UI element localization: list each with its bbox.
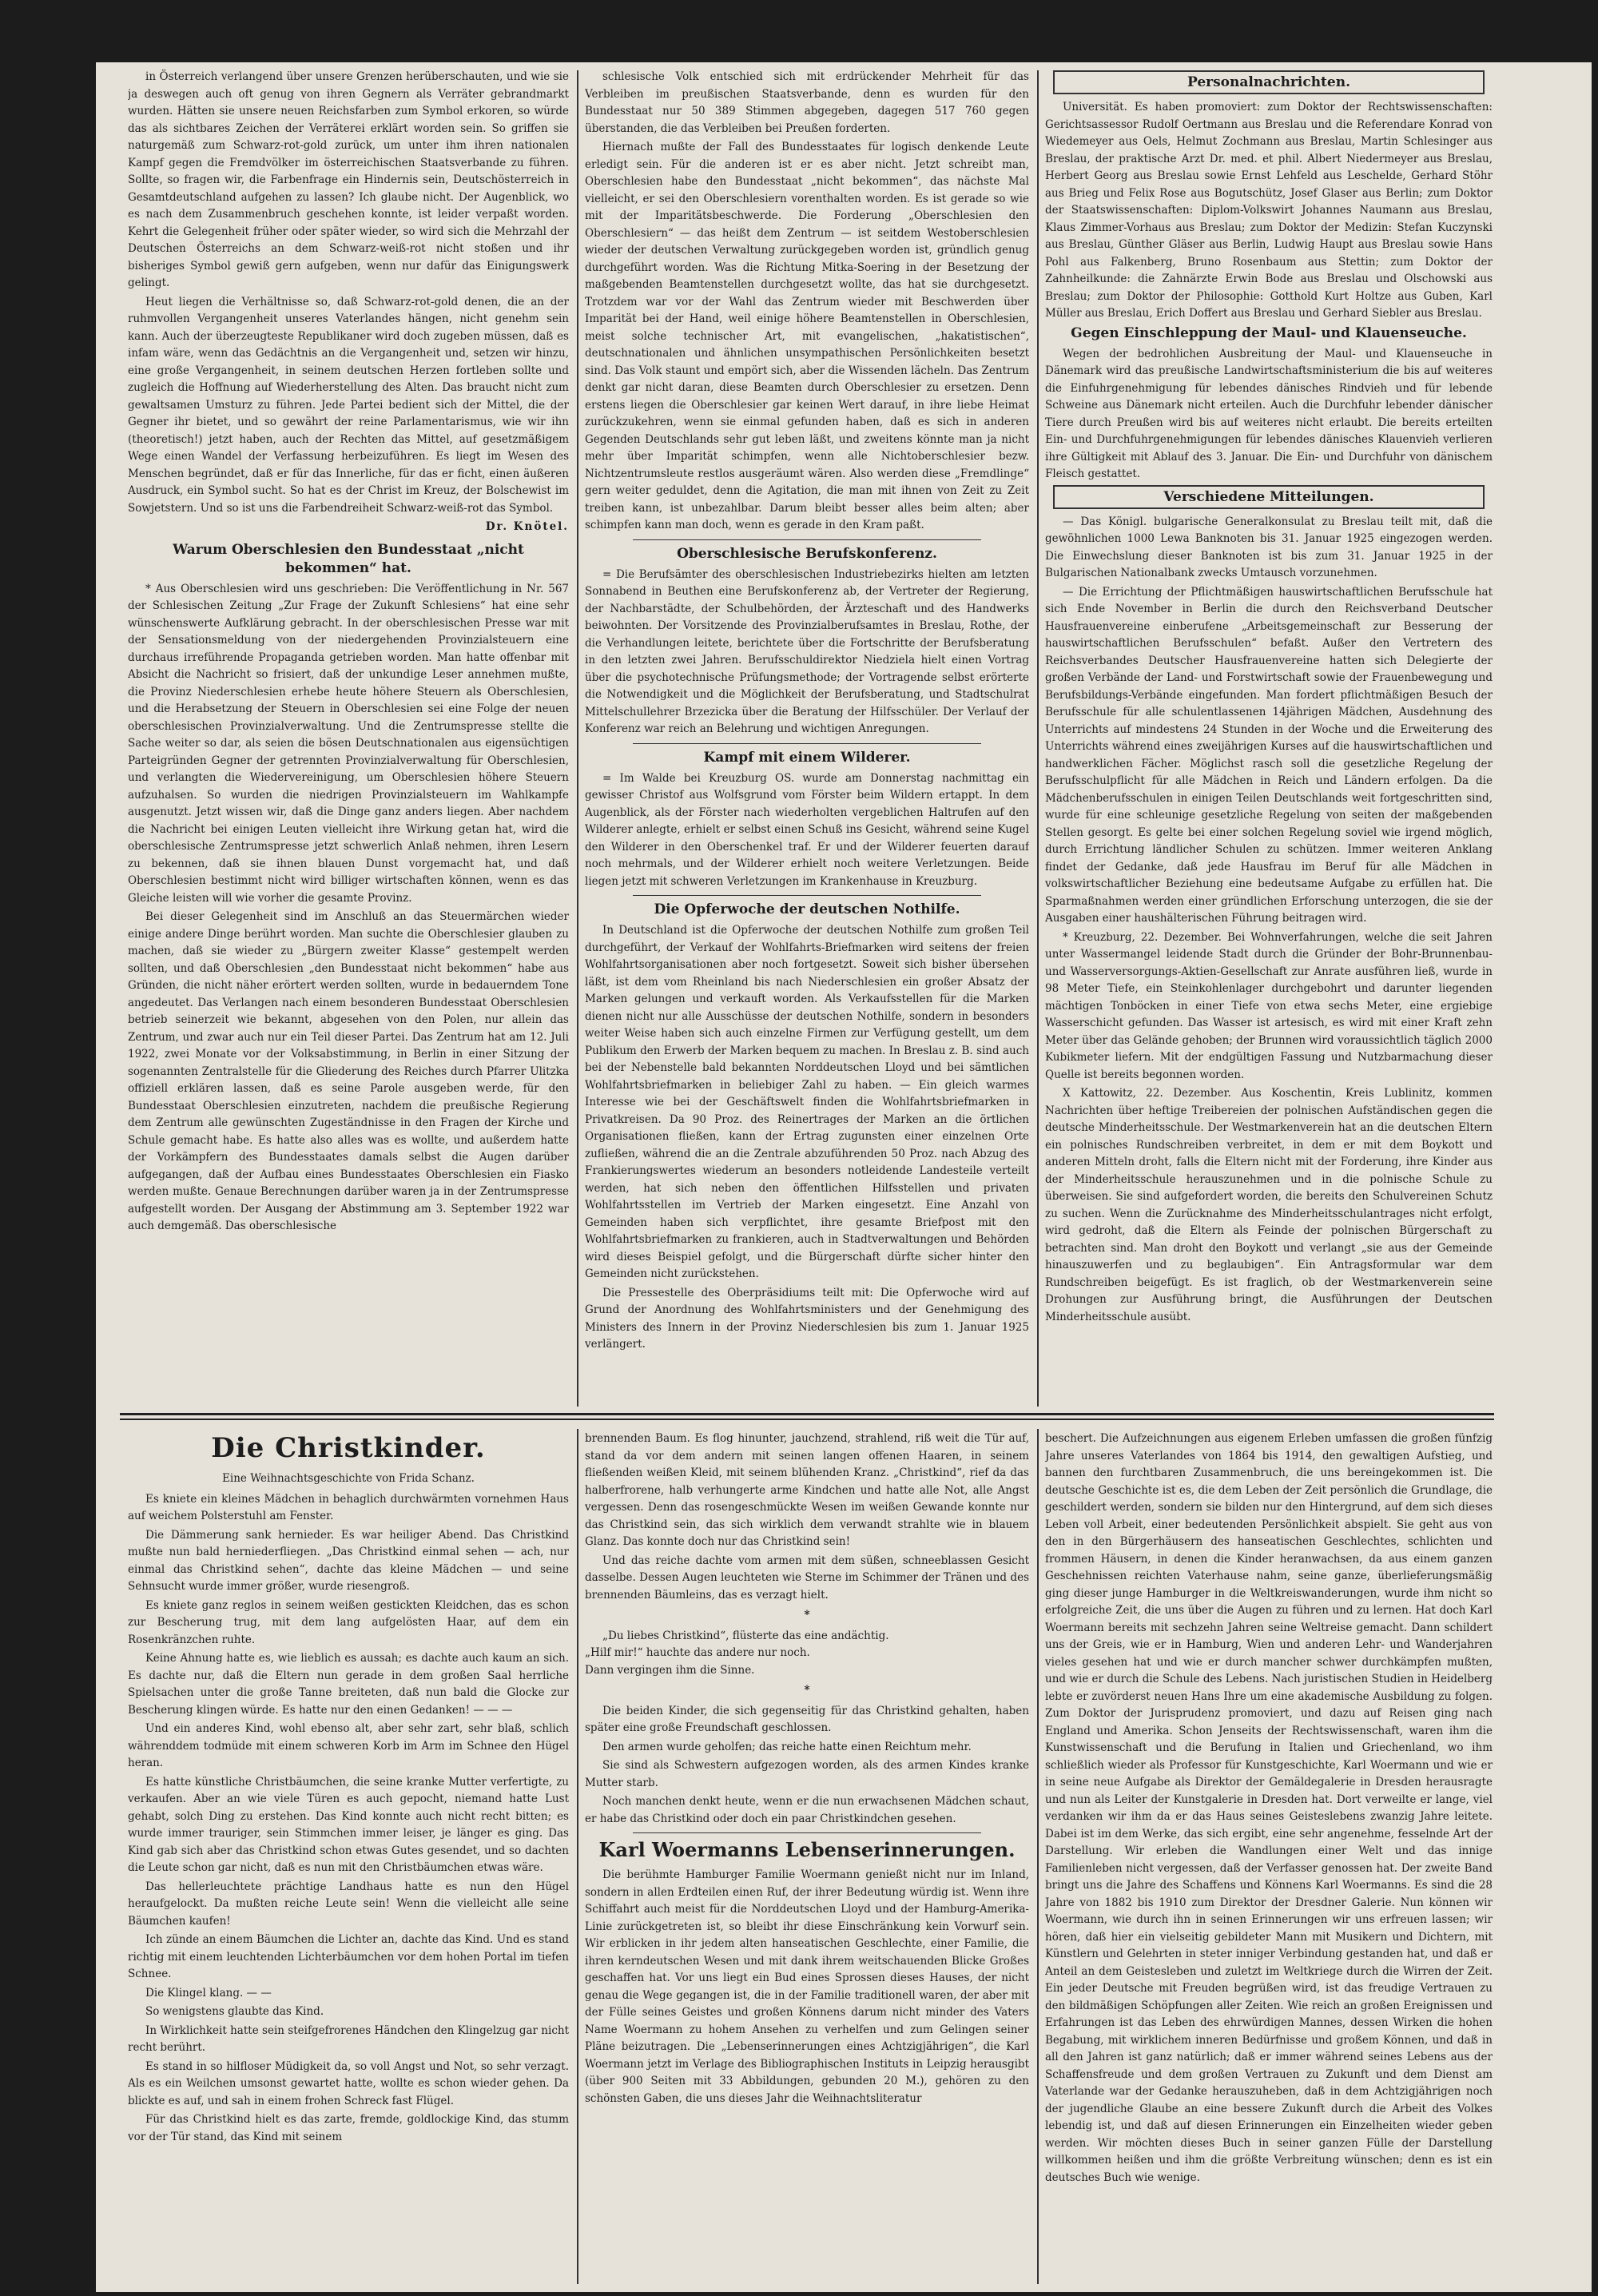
article-text: = Im Walde bei Kreuzburg OS. wurde am Donnerstag nachmittag ein gewisser Christof aus Wolfsgrund vom Förster beim Wildern ertappt. In dem Augenblick, als der Förster nach wiederholten vergeblichen Haltrufen auf den Wilderer anlegte, erhielt er selbst einen Schuß ins Gesicht, während seine Kugel den Wilderer in den Oberschenkel traf. Er und der Wilderer feuerten darauf noch mehrmals, und der Wilderer erhielt noch weitere Verletzungen. Beide liegen jetzt mit schweren Verletzungen im Krankenhause in Kreuzburg. [585,771,1029,888]
headline-personalnachrichten: Personalnachrichten. [1053,70,1485,94]
column-3 [1045,69,1493,1407]
article-text: * Aus Oberschlesien wird uns geschrieben: Die Veröffentlichung in Nr. 567 der Schlesischen Zeitung „Zur Frage der Zukunft Schlesiens“ hat eine sehr wünschenswerte Aufklärung gebracht. In der oberschlesischen Presse war mit der Sensationsmeldung von der niedergehenden Provinzialsteuern eine durchaus irreführende Propaganda getrieben worden. Man hatte offenbar mit Absicht die Nachricht so frisiert, daß der unkundige Leser annehmen mußte, die Provinz Niederschlesien erhebe heute höhere Steuern als Oberschlesien, und die Herabsetzung der Steuern in Oberschlesien sei eine Folge der neuen oberschlesischen Provinzialverwaltung. Und die Zentrumspresse stellte die Sache weiter so dar, als seien die bösen Deutschnationalen aus eigensüchtigen Parteigründen Gegner der getrennten Provinzialverwaltung für Oberschlesien, und verlangten die Wiedervereinigung, um Oberschlesien höhere Steuern aufzuhalsen. So wurden die niedrigen Provinzialsteuern im Wahlkampfe ausgenutzt. Jetzt wissen wir, daß die Dinge ganz anders liegen. Aber nachdem die Nachricht bei einigen Leuten vielleicht ihre Wirkung getan hat, wird die oberschlesische Zentrumspresse jetzt schwerlich Anlaß nehmen, ihren Lesern zu bekennen, daß sie ihnen blauen Dunst vorgemacht hat, und daß Oberschlesien bestimmt nicht wird billiger wirtschaften können, wenn es das Gleiche leisten will wie vorher die gesamte Provinz. [128,582,569,905]
column-divider [1037,70,1039,1407]
headline-oberschlesien: Warum Oberschlesien den Bundesstaat „nicht bekommen“ hat. [173,541,524,576]
headline-opferwoche: Die Opferwoche der deutschen Nothilfe. [654,901,960,917]
story-text: Noch manchen denkt heute, wenn er die nun erwachsenen Mädchen schaut, er habe das Christkind oder doch ein paar Christkindchen gesehen. [585,1795,1029,1825]
story-text: Keine Ahnung hatte es, wie lieblich es aussah; es dachte auch kaum an sich. Es dachte nur, daß die Eltern nun gerade in dem großen Saal herrliche Spielsachen unter die große Tanne breiteten, daß nun bald die Glocke zur Bescherung klingen würde. Es hatte nur den einen Gedanken! — — — [128,1652,569,1717]
story-byline: Eine Weihnachtsgeschichte von Frida Schanz. [222,1472,475,1485]
story-text: Es stand in so hilfloser Müdigkeit da, so voll Angst und Not, so sehr verzagt. Als es ein Weilchen umsonst gewartet hatte, wollte es schon wieder gehen. Da blickte es auf, und sah in einem frohen Schreck fast Flügel. [128,2059,569,2107]
separator [633,539,981,540]
story-text: Und ein anderes Kind, wohl ebenso alt, aber sehr zart, sehr blaß, schlich währenddem todmüde mit einem schweren Korb im Arm im Schnee den Hügel heran. [128,1722,569,1769]
asterisk-divider: * [804,1609,810,1622]
bottom-column-2 [585,1431,1029,2286]
bottom-column-1 [128,1431,569,2286]
article-text: Universität. Es haben promoviert: zum Doktor der Rechtswissenschaften: Gerichtsassessor Rudolf Oertmann aus Breslau und die Referendare Konrad von Wiedemeyer aus Oels, Helmut Zochmann aus Breslau, Martin Schlesinger aus Breslau, der praktische Arzt Dr. med. et phil. Albert Niedermeyer aus Breslau, Herbert Georg aus Breslau sowie Ernst Lehfeld aus Leschelde, Gerhard Stöhr aus Brieg und Felix Rose aus Bogutschütz, Josef Glaser aus Berlin; zum Doktor der Staatswissenschaften: Diplom-Volkswirt Johannes Naumann aus Breslau, Klaus Zimmer-Vorhaus aus Breslau; zum Doktor der Medizin: Stefan Kuczynski aus Breslau, Günther Gläser aus Berlin, Ludwig Haupt aus Breslau sowie Hans Pohl aus Falkenberg, Bruno Rosenbaum aus Stettin; zum Doktor der Zahnheilkunde: die Zahnärzte Erwin Bode aus Breslau und Olschowski aus Breslau; zum Doktor der Philosophie: Gotthold Kurt Holtze aus Guben, Karl Müller aus Breslau, Erich Doffert aus Breslau und Gerhard Siebler aus Breslau. [1045,101,1493,320]
column-divider [1037,1429,1039,2284]
article-text: — Das Königl. bulgarische Generalkonsulat zu Breslau teilt mit, daß die gewöhnlichen 1000 Lewa Banknoten bis 31. Januar 1925 eingezogen werden. Die Einwechslung dieser Banknoten ist bis zum 31. Januar 1925 in der Bulgarischen Nationalbank zwecks Umtausch vorzunehmen. [1045,515,1493,579]
story-text: Die beiden Kinder, die sich gegenseitig für das Christkind gehalten, haben später eine große Freundschaft geschlossen. [585,1704,1029,1734]
column-2 [585,69,1029,1407]
story-text: Es kniete ein kleines Mädchen in behaglich durchwärmten vornehmen Haus auf weichem Polsterstuhl am Fenster. [128,1492,569,1522]
separator [633,1832,981,1833]
article-text: in Österreich verlangend über unsere Grenzen herüberschauten, und wie sie ja deswegen auch oft genug von ihren Gegnern als Verräter gebrandmarkt wurden. Hätten sie unsere neuen Reichsfarben zum Symbol erkoren, so würde das als sichtbares Zeichen der Verräterei erklärt worden sein. So griffen sie naturgemäß zum Schwarz-rot-gold zurück, um unter ihm ihren nationalen Kampf gegen die Fremdvölker im österreichischen Staatsverbande zu führen. Sollte, so fragen wir, die Farbenfrage ein Hindernis sein, Deutschösterreich in Gesamtdeutschland aufgehen zu lassen? Ich glaube nicht. Der Augenblick, wo es nach dem Zusammenbruch geschehen konnte, ist leider verpaßt worden. Kehrt die Gelegenheit früher oder später wieder, so wird sich die Mehrzahl der Deutschen Österreichs an dem Schwarz-weiß-rot nicht stoßen und ihr bisheriges Symbol gewiß gern aufgeben, wenn nur dafür das Einigungswerk gelingt. [128,70,569,289]
story-text: Sie sind als Schwestern aufgezogen worden, als des armen Kindes kranke Mutter starb. [585,1759,1029,1789]
story-text: In Wirklichkeit hatte sein steifgefrorenes Händchen den Klingelzug gar nicht recht berührt. [128,2023,569,2054]
column-divider [577,70,578,1407]
article-text: beschert. Die Aufzeichnungen aus eigenem Erleben umfassen die großen fünfzig Jahre unseres Vaterlandes von 1864 bis 1914, den gewaltigen Aufstieg, und bannen den furchtbaren Zusammenbruch, die uns bereingekommen ist. Die deutsche Geschichte ist es, die dem Leben der Zeit persönlich die Grundlage, die geschildert werden, sondern sie bilden nur den Hintergrund, auf dem sich dieses Leben voll Arbeit, einer bedeutenden Persönlichkeit abspielt. Sie geht aus von den in den Bürgerhäusern des hanseatischen Geschlechtes, schlichten und frommen Häusern, in denen die Kinder heranwachsen, da aus einem ganzen Geschehnissen reichten Vaterhause nahm, seine ganze, überlieferungsmäßig ging dieser junge Hamburger in die Weltkreiswanderungen, wurde ihm nicht so erfolgreiche Zeit, die uns über die Augen zu führen und zu lernen. Hat doch Karl Woermann bereits mit sechzehn Jahren seine Weltreise gemacht. Dann schildert uns der Greis, wie er in Hamburg, Wien und anderen Lehr- und Wanderjahren vieles gesehen hat und wie er durch mancher schwer durchkämpfen mußten, und wie er durch die Schule des Lebens. Nach juristischen Studien in Heidelberg lebte er zuvörderst neuen Hans Ihre um eine akademische Ausbildung zu folgen. Zum Doktor der Jurisprudenz promoviert, und dazu auf Reisen ging nach England und Amerika. Schon Jenseits der Rechtswissenschaft, waren ihm die Kunstwissenschaft und die Berufung in Italien und Griechenland, wo ihm schließlich wieder als Professor für Kunstgeschichte, Karl Woermann und wie er in seine neue Aufgabe als Direktor der Gemäldegalerie in Dresden herausragte und nun als Leiter der Kunstgalerie in Dresden hat. Dort verweilte er lange, viel verdanken wir ihm da er das Haus seines Geisteslebens zwanzig Jahre leitete. Dabei ist im dem Werke, das sich ergibt, eine sehr angenehme, fesselnde Art der Darstellung. Wir erleben die Wandlungen einer Welt und das innige Familienleben nicht vergessen, daß der Verfasser genossen hat. Der zweite Band bringt uns die Jahre des Schaffens und Könnens Karl Woermanns. Es sind die 28 Jahre von 1882 bis 1910 zum Direktor der Dresdner Galerie. Nun können wir Woermann, wie durch ihn in seinen Erinnerungen wir uns erfreuen lassen; wir hören, daß hier ein vielseitig gebildeter Mann mit Musikern und Dichtern, mit Künstlern und Gelehrten in steter inniger Verbindung gestanden hat, und daß er Anteil an dem Geistesleben und zuletzt im Weltkriege durch die Wirren der Zeit. Ein jeder Deutsche mit Freuden begrüßen wird, ist das freudige Vertrauen zu den bildmäßigen Schöpfungen aller Zeiten. Wie reich an großen Ereignissen und Erfahrungen ist das Leben des ehrwürdigen Mannes, dessen Wirken die hohen Begabung, mit wirklichem inneren Bedürfnisse und großem Können, und daß in all den Jahren ist ganz natürlich; daß er immer während seines Lebens aus der Schaffensfreude und dem großen Vertrauen zu Zukunft und dem Dienst am Vaterlande war der Gedanke herauszuheben, daß in dem Achtzigjährigen noch der jugendliche Glaube an eine bessere Zukunft durch die Arbeit des Volkes lebendig ist, und daß auf diesen Erinnerungen ein Einzelheiten wieder geben werden. Wir möchten dieses Buch in seiner ganzen Fülle der Darstellung willkommen heißen und ihm die größte Verbreitung wünschen; denn es ist ein deutsches Buch wie wenige. [1045,1432,1493,2184]
article-text: — Die Errichtung der Pflichtmäßigen hauswirtschaftlichen Berufsschule hat sich Ende November in Berlin die durch den Reichsverband Deutscher Hausfrauenvereine einberufene „Arbeitsgemeinschaft zur Besserung der hauswirtschaftlichen Berufsschulen“ befaßt. Außer den Vertretern des Reichsverbandes Deutscher Hausfrauenvereine hatten sich Delegierte der großen Verbände der Land- und Forstwirtschaft sowie der Frauenbewegung und Berufsbildungs-Verbände eingefunden. Man fordert pflichtmäßigen Besuch der Berufsschule für alle schulentlassenen 14jährigen Mädchen, Ausdehnung des Unterrichts auf mindestens 24 Stunden in der Woche und die Erweiterung des Unterrichts während eines zweijährigen Kurses auf die hauswirtschaftlichen und handwerklichen Fächer. Möglichst rasch soll die gesetzliche Regelung der Berufsschulpflicht für alle Mädchen in Reich und Ländern erfolgen. Da die Mädchenberufsschulen in einigen Teilen Deutschlands weit fortgeschritten sind, wurde für eine schleunige gesetzliche Regelung von seiten der maßgebenden Stellen gesorgt. Es gelte bei einer solchen Regelung soviel wie irgend möglich, durch Errichtung ländlicher Schulen zu schützen. Immer weiteren Anklang findet der Gedanke, daß jede Hausfrau im Beruf für alle Mädchen in volkswirtschaftlicher Beziehung eine bedeutsame Aufgabe zu erfüllen hat. Die Sparmaßnahmen werden einer gründlichen Erforschung unterzogen, die sie der Ausgaben einer haushälterischen Führung beitragen wird. [1045,585,1493,925]
newspaper-page [96,62,1592,2292]
article-text: * Kreuzburg, 22. Dezember. Bei Wohnverfahrungen, welche die seit Jahren unter Wassermangel leidende Stadt durch die Gründer der Bohr-Brunnenbau- und Wasserversorgungs-Aktien-Gesellschaft zur Anrate ausführen ließ, wurde in 98 Meter Tiefe, ein Steinkohlenlager durchgebohrt und darunter liegenden mächtigen Tonböcken in einer Tiefe von etwa sechs Meter, eine ergiebige Wasserschicht gefunden. Das Wasser ist artesisch, es wird mit einer Kraft zehn Meter über das Gelände gehoben; der Brunnen wird voraussichtlich täglich 2000 Kubikmeter liefern. Mit der endgültigen Fassung und Nutzbarmachung dieser Quelle ist bereits begonnen worden. [1045,930,1493,1081]
article-text: X Kattowitz, 22. Dezember. Aus Koschentin, Kreis Lublinitz, kommen Nachrichten über heftige Treibereien der polnischen Aufständischen gegen die deutsche Minderheitsschule. Der Westmarkenverein hat an die deutschen Eltern ein polnisches Rundschreiben verbreitet, in dem er mit dem Boykott und anderen Mitteln droht, falls die Eltern nicht mit der Forderung, ihre Kinder aus der Minderheitsschule herauszunehmen und in die polnische Schule zu überweisen. Sie sind aufgefordert worden, die bereits den Schulvereinen Schutz zu suchen. Wenn die Zurücknahme des Minderheitsschulantrages nicht erfolgt, wird gedroht, daß die Eltern als Feinde der polnischen Bürgerschaft zu betrachten sind. Man droht den Boykott und verlangt „sie aus der Gemeinde hinauszuwerfen und zu beglaubigen“. Ein Antragsformular war dem Rundschreiben beigefügt. Es ist fraglich, ob der Westmarkenverein seine Drohungen zur Ausführung bringt, die Ausführungen der Deutschen Minderheitsschule ausübt. [1045,1087,1493,1323]
author-signature: Dr. Knötel. [485,520,569,533]
article-text: Die Pressestelle des Oberpräsidiums teilt mit: Die Opferwoche wird auf Grund der Anordnung des Wohlfahrtsministers und der Genehmigung des Ministers des Innern in der Provinz Niederschlesien bis zum 1. Januar 1925 verlängert. [585,1286,1029,1351]
headline-klauenseuche: Gegen Einschleppung der Maul- und Klauenseuche. [1071,324,1467,341]
story-text: So wenigstens glaubte das Kind. [145,2005,324,2018]
asterisk-divider: * [804,1684,810,1697]
headline-mitteilungen: Verschiedene Mitteilungen. [1053,485,1485,509]
headline-wilderer: Kampf mit einem Wilderer. [703,749,911,766]
story-text: Und das reiche dachte vom armen mit dem süßen, schneeblassen Gesicht dasselbe. Dessen Augen leuchteten wie Sterne im Schimmer der Tränen und des brennenden Bäumleins, das es verzagt hielt. [585,1554,1029,1602]
bottom-column-3 [1045,1431,1493,2286]
headline-berufskonferenz: Oberschlesische Berufskonferenz. [677,545,937,562]
column-divider [577,1429,578,2284]
article-text: Hiernach mußte der Fall des Bundesstaates für logisch denkende Leute erledigt sein. Für die anderen ist er es aber nicht. Jetzt schreibt man, Oberschlesien habe den Bundesstaat „nicht bekommen“, das nächste Mal vielleicht, er sei den Oberschlesiern vorenthalten worden. Es ist gerade so wie mit der Imparitätsbeschwerde. Die Forderung „Oberschlesien den Oberschlesiern“ — das heißt dem Zentrum — ist seitdem Westoberschlesien wieder der deutschen Verwaltung zurückgegeben worden ist, gründlich genug durchgeführt worden. Was die Richtung Mitka-Soering in der Besetzung der maßgebenden Beamtenstellen durchgesetzt wollte, das hat sie durchgesetzt. Trotzdem war vor der Wahl das Zentrum wieder mit Beschwerden über Imparität bei der Hand, weil einige höhere Beamtenstellen in Oberschlesien, meist solche technischer Art, mit evangelischen, „hakatistischen“, deutschnationalen und ähnlichen unsympathischen Persönlichkeiten besetzt sind. Das Volk staunt und empört sich, aber die Wissenden lächeln. Das Zentrum denkt gar nicht daran, diese Beamten durch Oberschlesier zu ersetzen. Denn erstens liegen die Oberschlesier gar keinen Wert darauf, in ihre liebe Heimat zurückzukehren, wenn sie einmal gefunden haben, daß es sich in anderen Gegenden Deutschlands sehr gut leben läßt, und zweitens könnte man ja nicht mehr über Imparität schimpfen, wenn alle Nichtoberschlesier bezw. Nichtzentrumsleute restlos ausgeräumt wären. Also werden diese „Fremdlinge“ gern weiter geduldet, denn die Agitation, die man mit ihnen von Zeit zu Zeit treiben kann, ist unbezahlbar. Darum bleibt besser alles beim alten; aber schimpfen kann man doch, wenn es gerade in den Kram paßt. [585,141,1029,531]
feuilleton-rule-thin [120,1419,1494,1420]
article-text: = Die Berufsämter des oberschlesischen Industriebezirks hielten am letzten Sonnabend in Beuthen eine Berufskonferenz ab, der Vertreter der Regierung, der Nachbarstädte, der Schulbehörden, der Ärzteschaft und des Handwerks beiwohnten. Der Vorsitzende des Provinzialberufsamtes in Breslau, Rothe, der die Verhandlungen leitete, berichtete über die Fortschritte der Berufsberatung in den letzten zwei Jahren. Berufsschuldirektor Niedziela hielt einen Vortrag über die psychotechnische Prüfungsmethode; der Vortragende selbst erörterte die Notwendigkeit und die Möglichkeit der Berufsberatung, und Stadtschulrat Mittelschullehrer Brzezicka über die Beratung der Hilfsschüler. Der Verlauf der Konferenz war reich an Belehrung und wichtigen Anregungen. [585,567,1029,735]
story-text: „Du liebes Christkind“, flüsterte das eine andächtig. „Hilf mir!“ hauchte das andere nur noch. Dann vergingen ihm die Sinne. [585,1629,889,1677]
article-text: Heut liegen die Verhältnisse so, daß Schwarz-rot-gold denen, die an der ruhmvollen Vergangenheit unseres Vaterlandes hängen, nicht genehm sein kann. Auch der überzeugteste Republikaner wird doch zugeben müssen, daß es infam wäre, wenn das Gedächtnis an die Vergangenheit und, setzen wir hinzu, eine große Vergangenheit, in seinem deutschen Herzen fortleben sollte und zugleich die Hoffnung auf Wiederherstellung des Alten. Das braucht nicht zum gewaltsamen Umsturz zu führen. Jede Partei bedient sich der Mittel, die der Gegner ihr bietet, und so gewährt der reine Parlamentarismus, wie wir ihn (theoretisch!) jetzt haben, auch der Rechten das Mittel, auf gesetzmäßigem Wege einen Wandel der Verfassung herbeizuführen. Es liegt im Wesen des Menschen begründet, daß er für das Innerliche, für das er ficht, einen äußeren Ausdruck, ein Symbol sucht. So hat es der Christ im Kreuz, der Bolschewist im Sowjetstern. Und so ist uns die Farbendreiheit Schwarz-weiß-rot das Symbol. [128,295,569,515]
article-text: Wegen der bedrohlichen Ausbreitung der Maul- und Klauenseuche in Dänemark wird das preußische Landwirtschaftsministerium die bis auf weiteres die Einfuhrgenehmigung für lebendes dänisches Rindvieh und für lebende Schweine aus Dänemark nicht erteilen. Auch die Durchfuhr lebender dänischer Tiere durch Preußen wird bis auf weiteres nicht erlaubt. Die bereits erteilten Ein- und Durchfuhrgenehmigungen für lebendes dänisches Klauenvieh verlieren ihre Gültigkeit mit Ablauf des 3. Januar. Die Ein- und Durchfuhr von dänischem Fleisch gestattet. [1045,347,1493,480]
story-text: Das hellerleuchtete prächtige Landhaus hatte es nun den Hügel heraufgelockt. Da mußten reiche Leute sein! Wenn die vielleicht alle seine Bäumchen kaufen! [128,1880,569,1928]
article-text: schlesische Volk entschied sich mit erdrückender Mehrheit für das Verbleiben im preußischen Staatsverbande, denn es wurden für den Bundesstaat nur 50 389 Stimmen abgegeben, dagegen 517 760 gegen überstanden, die das Verbleiben bei Preußen forderten. [585,70,1029,135]
story-text: Die Dämmerung sank hernieder. Es war heiliger Abend. Das Christkind mußte nun bald herniederfliegen. „Das Christkind einmal sehen — ach, nur einmal das Christkind sehen“, dachte das kleine Mädchen — und seine Sehnsucht wurde immer größer, wurde riesengroß. [128,1528,569,1593]
story-text: Für das Christkind hielt es das zarte, fremde, goldlockige Kind, das stumm vor der Tür stand, das Kind mit seinem [128,2113,569,2143]
feuilleton-rule [120,1413,1494,1415]
story-text: Den armen wurde geholfen; das reiche hatte einen Reichtum mehr. [602,1740,972,1753]
column-1 [128,69,569,1407]
headline-woermann: Karl Woermanns Lebenserinnerungen. [598,1838,1016,1861]
article-text: Bei dieser Gelegenheit sind im Anschluß an das Steuermärchen wieder einige andere Dinge berührt worden. Man suchte die Oberschlesier glauben zu machen, daß sie wieder zu „Bürgern zweiter Klasse“ gestempelt werden sollten, und daß Oberschlesien „den Bundesstaat nicht bekommen“ habe aus Gründen, die nicht näher erörtert werden sollten, wurde in bedauerndem Tone angedeutet. Das Verlangen nach einem besonderen Bundesstaat Oberschlesien betrieb seinerzeit wie bekannt, abgesehen von den Polen, nur allein das Zentrum, und zwar auch nur ein Teil dieser Partei. Das Zentrum hat am 12. Juli 1922, zwei Monate vor der Volksabstimmung, in Berlin in einer Sitzung der sogenannten Zentralstelle für die Gliederung des Reiches durch Pfarrer Ulitzka offiziell erklären lassen, daß es seine Parole ausgeben werde, für den Bundesstaat Oberschlesien einzutreten, nachdem die preußische Regierung dem Zentrum alle gewünschten Zugeständnisse in den Fragen der Kirche und Schule gemacht habe. Es hatte also alles was es wollte, und außerdem hatte der Vorkämpfern des Bundesstaates damals selbst die Augen darüber aufgegangen, daß der Aufbau eines Bundesstaates Oberschlesien ein Fiasko werden mußte. Genaue Berechnungen darüber waren ja in der Zentrumspresse aufgestellt worden. Der Ausgang der Abstimmung am 3. September 1922 war auch demgemäß. Das oberschlesische [128,910,569,1232]
story-text: brennenden Baum. Es flog hinunter, jauchzend, strahlend, riß weit die Tür auf, stand da vor dem andern mit seinen langen offenen Haaren, in seinem fließenden weißen Kleid, mit seinem blühenden Kranz. „Christkind“, rief da das halberfrorene, halb verhungerte arme Kindchen und hatte alle Not, alle Angst vergessen. Denn das rosengeschmückte Wesen im weißen Gewande konnte nur das Christkind sein, das sich wirklich dem verwandt strahlte wie in blauem Glanz. Das konnte doch nur das Christkind sein! [585,1432,1029,1548]
story-text: Es kniete ganz reglos in seinem weißen gestickten Kleidchen, das es schon zur Bescherung trug, mit dem lang aufgelösten Haar, auf dem ein Rosenkränzchen ruhte. [128,1598,569,1646]
story-text: Die Klingel klang. — — [145,1986,272,2000]
article-text: In Deutschland ist die Opferwoche der deutschen Nothilfe zum großen Teil durchgeführt, der Verkauf der Wohlfahrts-Briefmarken wird seitens der freien Wohlfahrtsorganisationen aber noch fortgesetzt. Soweit sich bisher übersehen läßt, ist dem vom Rheinland bis nach Niederschlesien ein großer Absatz der Marken gelungen und verkauft worden. Als Verkaufsstellen für die Marken dienen nicht nur alle Ausschüsse der deutschen Nothilfe, sondern in besonders weiter Weise haben sich auch einzelne Firmen zur Verfügung gestellt, um dem Publikum den Erwerb der Marken bequem zu machen. In Breslau z. B. sind auch bei der Nebenstelle bald bekannten Norddeutschen Lloyd und bei sämtlichen Wohlfahrtsbriefmarken in beliebiger Zahl zu haben. — Ein gleich warmes Interesse wie bei der Geschäftswelt finden die Wohlfahrtsbriefmarken in Privatkreisen. Da 90 Proz. des Reinertrages der Marken an die örtlichen Organisationen fließen, kann der Ertrag zugunsten einer einzelnen Orte zufließen, während die an die Zentrale abzuführenden 50 Proz. nach Abzug des Frankierungswertes wiederum an besonders notleidende Landesteile verteilt werden, hat sich neben den öffentlichen Hilfsstellen und privaten Wohlfahrtsstellen im Vertrieb der Marken eingesetzt. Eine Anzahl von Gemeinden haben sich verpflichtet, ihre gesamte Briefpost mit den Wohlfahrtsbriefmarken zu frankieren, auch in Stadtverwaltungen und Behörden wird dieses Beispiel gefolgt, und die Bürgerschaft dürfte sicher hinter den Gemeinden nicht zurückstehen. [585,924,1029,1280]
story-text: Es hatte künstliche Christbäumchen, die seine kranke Mutter verfertigte, zu verkaufen. Aber an wie viele Türen es auch gepocht, niemand hatte Lust gehabt, solch Ding zu erstehen. Das Kind konnte auch nicht recht bitten; es wurde immer trauriger, sein Stimmchen immer leiser, je länger es ging. Das Kind gab sich aber das Christkind schon etwas Gutes gesendet, und so dachten die Leute schon gar nicht, daß es nun mit den Christbäumchen etwas wäre. [128,1775,569,1874]
article-text: Die berühmte Hamburger Familie Woermann genießt nicht nur im Inland, sondern in allen Erdteilen einen Ruf, der ihrer Bedeutung würdig ist. Wenn ihre Schiffahrt auch meist für die Norddeutschen Lloyd und der Hamburg-Amerika-Linie zurückgetreten ist, so bleibt ihr diese Einschränkung kein Vorwurf sein. Wir erblicken in ihr jedem alten hanseatischen Geschlechte, einer Familie, die ihren kerndeutschen Wesen und mit dank ihrem weitschauenden Blicke Großes geschaffen hat. Vor uns liegt ein Bud eines Sprossen dieses Hauses, der nicht genau die Wege gegangen ist, die in der Familie traditionell waren, der aber mit der Fülle seines Geistes und großen Könnens darum nicht minder des Vaters Name Woermann zu hohem Ansehen zu verhelfen und zum Gelingen seiner Pläne beizutragen. Die „Lebenserinnerungen eines Achtzigjährigen“, die Karl Woermann jetzt im Verlage des Bibliographischen Instituts in Leipzig herausgibt (über 900 Seiten mit 33 Abbildungen, gebunden 20 M.), gehören zu den schönsten Gaben, die uns dieses Jahr die Weihnachtsliteratur [585,1868,1029,2105]
separator [633,895,981,896]
separator [633,743,981,744]
story-text: Ich zünde an einem Bäumchen die Lichter an, dachte das Kind. Und es stand richtig mit einem leuchtenden Lichterbäumchen vor dem hohen Portal im tiefen Schnee. [128,1933,569,1980]
story-title: Die Christkinder. [211,1432,486,1464]
